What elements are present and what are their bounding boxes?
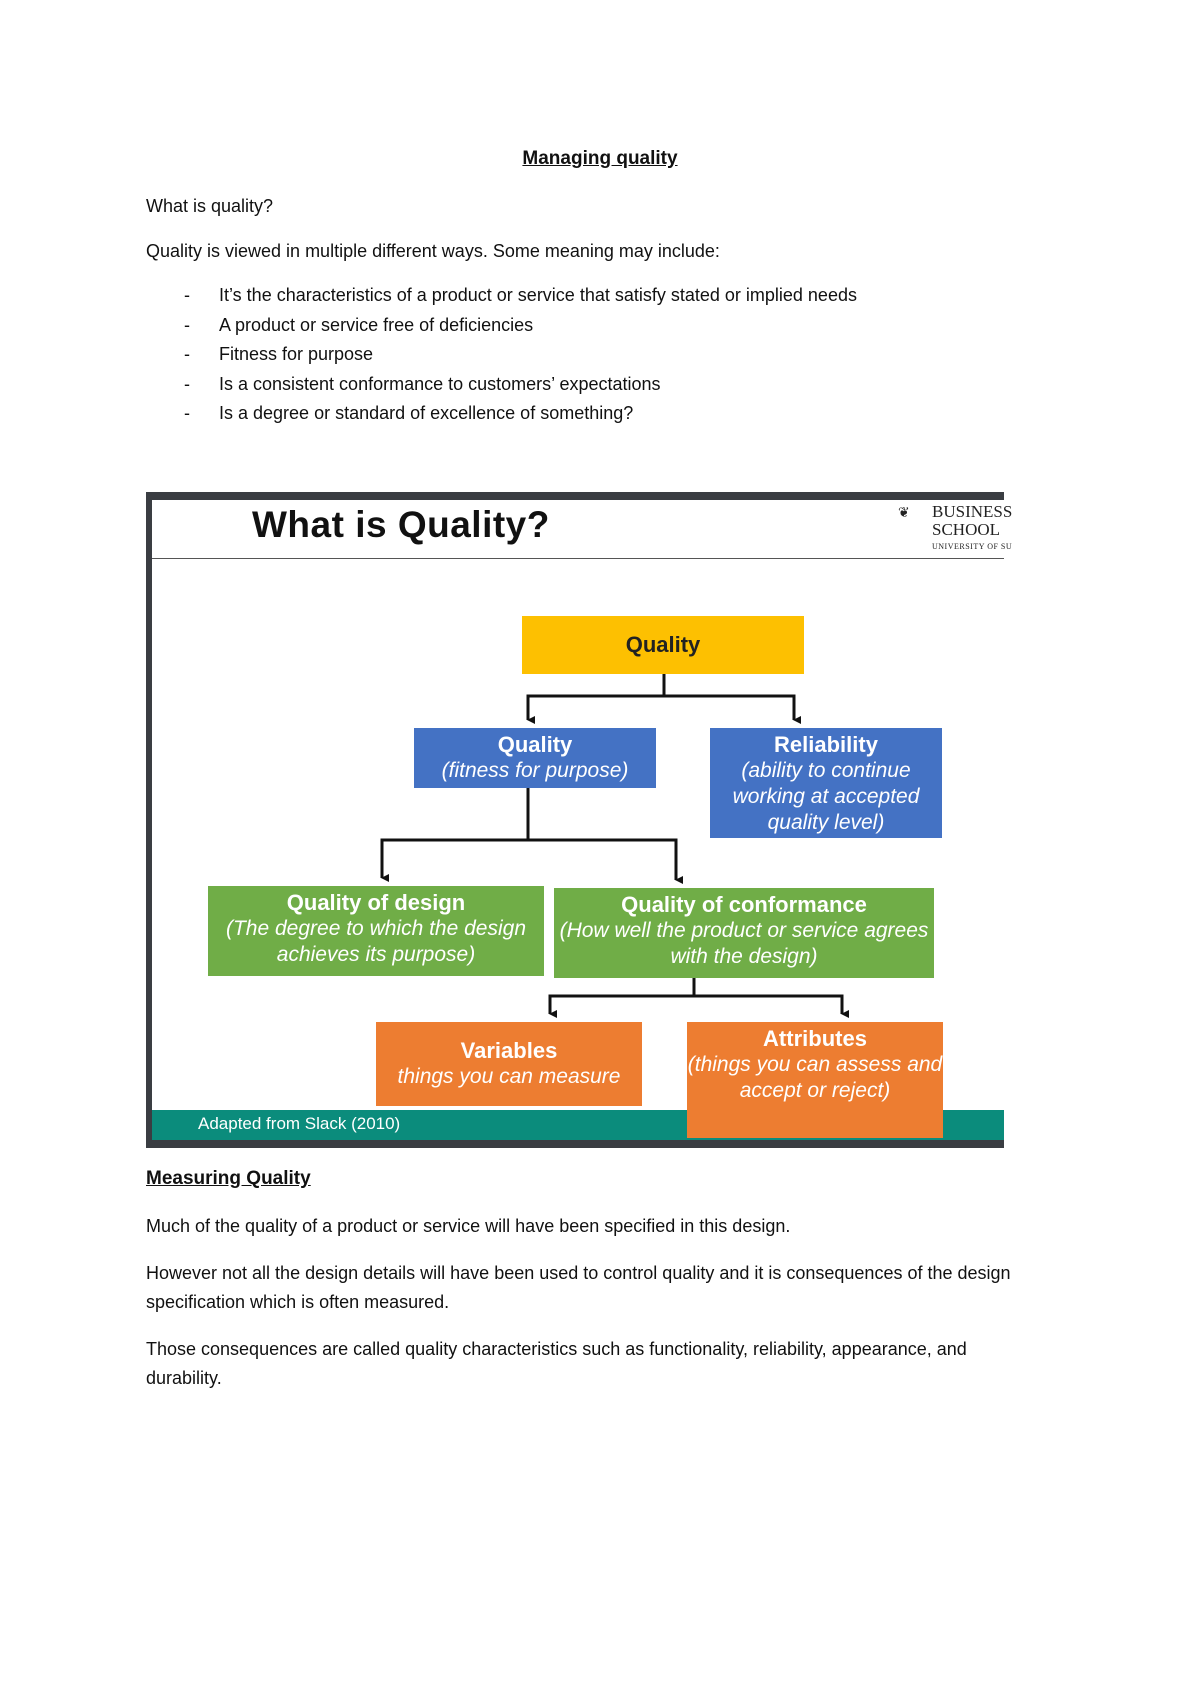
node-heading: Quality of design (286, 890, 466, 915)
node-subtext: (ability to continue working at accepted quality level) (732, 759, 920, 834)
node-attributes (687, 1022, 943, 1138)
section-heading-measuring: Measuring Quality (146, 1168, 311, 1189)
node-quality-of-conformance (554, 888, 934, 978)
question-line: What is quality? (146, 196, 274, 216)
connector-fitness-to-conformance (528, 840, 676, 880)
connector-quality-to-reliability (664, 696, 794, 720)
slide-footer-text: Adapted from Slack (2010) (198, 1114, 401, 1133)
logo-line-3: UNIVERSITY OF SU (932, 542, 1013, 551)
connector-quality-split (528, 674, 664, 720)
node-subtext: (things you can assess and accept or reject) (687, 1053, 943, 1102)
list-item: - Fitness for purpose (146, 342, 857, 372)
node-reliability (710, 728, 942, 838)
connector-conformance-to-attributes (694, 996, 842, 1014)
paragraph-1: Much of the quality of a product or service will have been specified in this design. (146, 1216, 791, 1236)
quality-slide-image (146, 492, 1013, 1148)
list-item: - Is a consistent conformance to customers’ expectations (146, 372, 857, 402)
list-item: - A product or service free of deficiencies (146, 313, 857, 343)
node-heading: Variables (460, 1038, 558, 1063)
node-quality-of-design (208, 886, 544, 976)
node-subtext: (How well the product or service agrees with the design) (559, 919, 929, 968)
paragraph-2: However not all the design details will have been used to control quality and it is consequences of the design specification which is often measured. (146, 1263, 1011, 1312)
logo-line-2: SCHOOL (932, 520, 1001, 539)
intro-paragraph: Quality is viewed in multiple different ways. Some meaning may include: (146, 241, 720, 261)
node-variables (376, 1022, 642, 1106)
node-heading: Quality of conformance (621, 892, 867, 917)
connector-conformance-split (550, 978, 694, 1014)
document-title: Managing quality (522, 148, 678, 169)
logo-line-1: BUSINESS (932, 502, 1013, 521)
node-subtext: (The degree to which the design achieves its purpose) (225, 917, 527, 966)
node-subtext: (fitness for purpose) (441, 759, 629, 782)
list-item: - Is a degree or standard of excellence of something? (146, 401, 857, 431)
node-heading: Quality (497, 732, 573, 757)
node-subtext: things you can measure (397, 1065, 621, 1088)
node-heading: Quality (625, 632, 701, 657)
node-heading: Attributes (763, 1026, 867, 1051)
node-quality (522, 616, 804, 674)
node-heading: Reliability (774, 732, 878, 757)
definition-list (146, 283, 857, 431)
paragraph-3: Those consequences are called quality characteristics such as functionality, reliability, appearance, and durability. (146, 1339, 967, 1388)
node-quality-fitness (414, 728, 656, 788)
slide-title: What is Quality? (252, 504, 550, 545)
connector-fitness-split (382, 788, 528, 878)
logo-crest-icon: ❦ (898, 504, 910, 520)
slide-bottom-border (146, 1140, 1004, 1148)
list-item: - It’s the characteristics of a product or service that satisfy stated or implied needs (146, 283, 857, 313)
